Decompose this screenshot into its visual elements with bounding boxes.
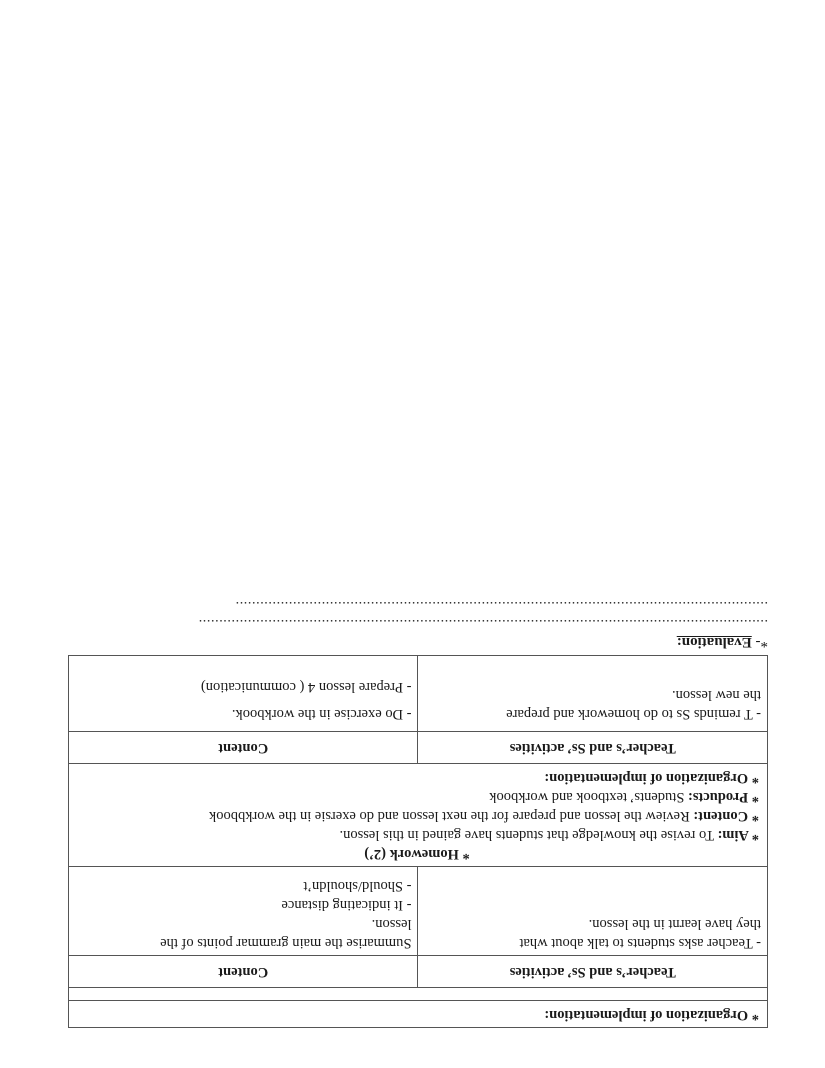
aim-text: To revise the knowledge that students have gained in this lesson.: [339, 827, 718, 843]
content-line: lesson.: [371, 916, 412, 932]
teacher-line: - Teacher asks students to talk about what: [519, 935, 761, 951]
content-line: - It indicating distance: [281, 897, 412, 913]
teacher-line: - T reminds Ss to do homework and prepare: [506, 706, 761, 722]
content-line: - Should/shouldn’t: [303, 878, 412, 894]
col-header-content-2: Content: [69, 732, 419, 764]
content-line: - Prepare lesson 4 ( communication): [200, 679, 412, 695]
evaluation-dotted-line-1: ...........................................................................................................................................: [198, 616, 768, 631]
homework-content: [75, 806, 759, 825]
teacher-line: the new lesson.: [672, 687, 761, 703]
col-header-teacher-2: Teacher’s and Ss’ activities: [418, 732, 768, 764]
spacer-row: [69, 988, 768, 1001]
homework-aim: [75, 825, 759, 844]
col-header-content-1: Content: [69, 956, 419, 988]
homework-products: [75, 787, 759, 806]
content-line: Summarise the main grammar points of the: [160, 935, 412, 951]
homework-block: [69, 764, 768, 867]
evaluation-label: Evaluation:: [676, 634, 752, 650]
teacher-activities-1: [418, 867, 768, 956]
evaluation-prefix: *-: [751, 634, 768, 650]
org-implementation-title-1: * Organization of implementation:: [69, 1001, 768, 1028]
content-cell-1: [69, 867, 419, 956]
homework-title: * Homework (2’): [364, 846, 470, 862]
teacher-line: they have learnt in the lesson.: [588, 916, 761, 932]
content-cell-2: [69, 656, 419, 732]
evaluation-dotted-line-2: ..................................................................................................................................: [235, 598, 768, 613]
products-text: Students’ textbook and workbook: [489, 789, 688, 805]
lesson-table: [68, 655, 768, 1028]
aim-label: * Aim:: [717, 827, 759, 843]
org-implementation-title-2: * Organization of implementation:: [544, 770, 759, 786]
content-line: - Do exercise in the workbook.: [231, 706, 412, 722]
content-text: Review the lesson and prepare for the next lesson and do exersie in the workbbook: [208, 808, 694, 824]
content-label: * Content:: [693, 808, 759, 824]
evaluation-heading: [68, 632, 768, 651]
teacher-activities-2: [418, 656, 768, 732]
col-header-teacher-1: Teacher’s and Ss’ activities: [418, 956, 768, 988]
lesson-plan-content: [68, 596, 768, 1028]
products-label: * Products:: [687, 789, 759, 805]
